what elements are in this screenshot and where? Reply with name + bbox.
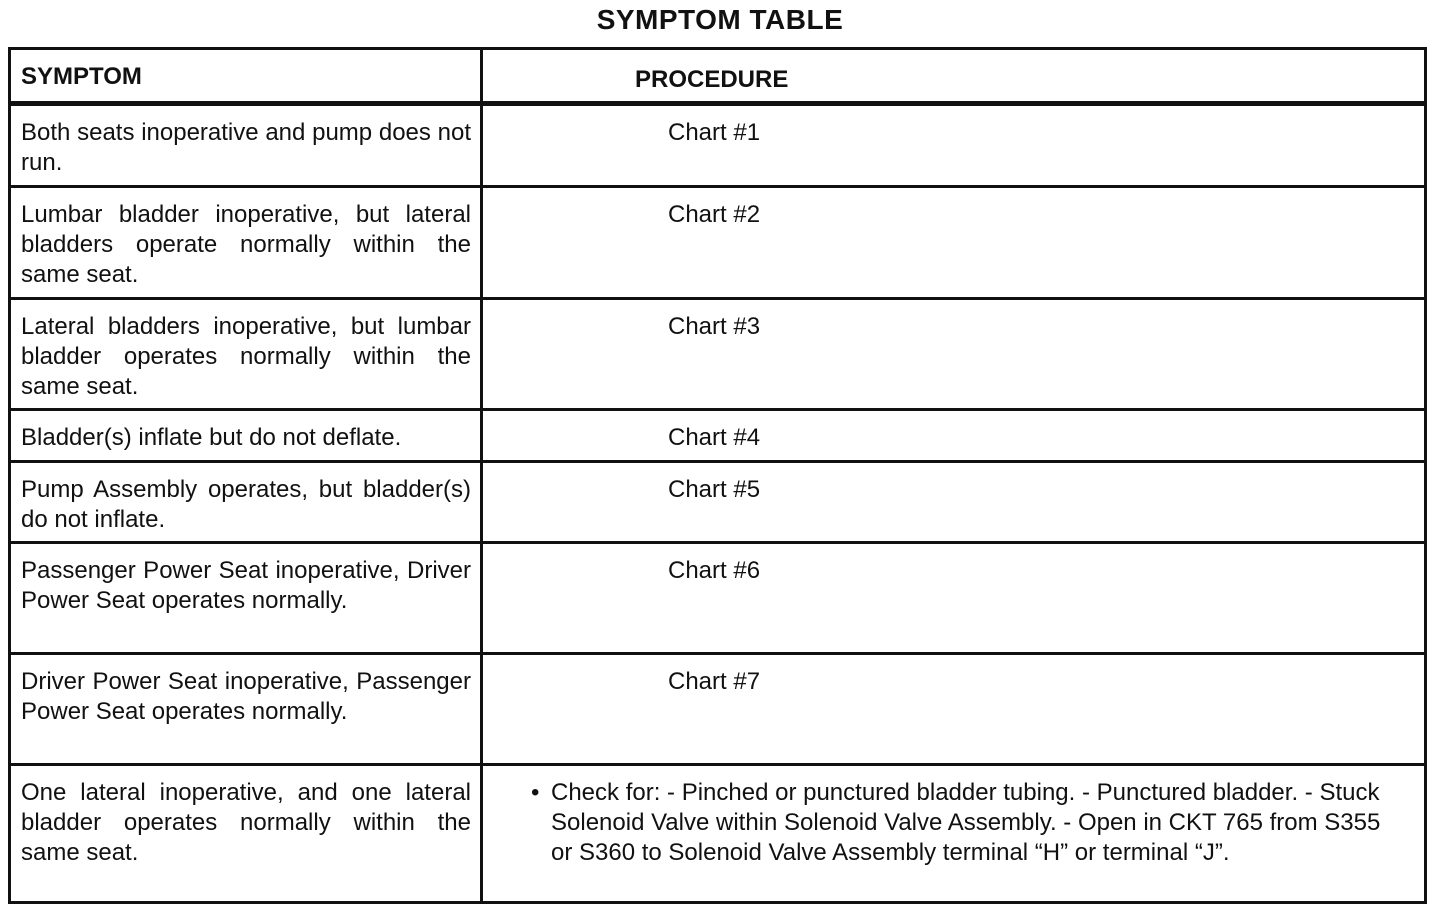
procedure-cell bbox=[483, 463, 1424, 541]
symptom-cell: Both seats inoperative and pump does not run. bbox=[11, 106, 483, 185]
table-row bbox=[11, 300, 1424, 411]
symptom-cell: Driver Power Seat inoperative, Passenger Power Seat operates normally. bbox=[11, 655, 483, 763]
table-row bbox=[11, 766, 1424, 901]
procedure-text: Check for: - Pinched or punctured bladder tubing. - Punctured bladder. - Stuck Solenoid Valve within Solenoid Valve Assembly. - Open in CKT 765 from S355 or S360 to Solenoid Valve Assembly terminal “H” or terminal “J”. bbox=[551, 779, 1381, 866]
header-symptom: SYMPTOM bbox=[11, 50, 483, 101]
chart-reference: Chart #3 bbox=[668, 313, 761, 340]
procedure-cell bbox=[483, 544, 1424, 652]
table-row bbox=[11, 188, 1424, 300]
procedure-cell bbox=[483, 411, 1424, 460]
table-row bbox=[11, 463, 1424, 544]
procedure-cell bbox=[483, 300, 1424, 408]
procedure-cell bbox=[483, 766, 1424, 901]
chart-reference: Chart #4 bbox=[668, 424, 761, 451]
procedure-bullet-item bbox=[531, 778, 1384, 868]
page-title: SYMPTOM TABLE bbox=[596, 4, 844, 35]
symptom-cell: Lumbar bladder inoperative, but lateral bladders operate normally within the same seat. bbox=[11, 188, 483, 297]
procedure-cell bbox=[483, 188, 1424, 297]
table-header-row bbox=[11, 50, 1424, 106]
table-row bbox=[11, 411, 1424, 463]
chart-reference: Chart #2 bbox=[668, 201, 761, 228]
procedure-cell bbox=[483, 655, 1424, 763]
symptom-cell: Bladder(s) inflate but do not deflate. bbox=[11, 411, 483, 460]
bullet-icon: • bbox=[531, 779, 540, 806]
chart-reference: Chart #6 bbox=[668, 557, 761, 584]
symptom-cell: One lateral inoperative, and one lateral bladder operates normally within the same seat. bbox=[11, 766, 483, 901]
chart-reference: Chart #1 bbox=[668, 119, 761, 146]
chart-reference: Chart #7 bbox=[668, 668, 761, 695]
symptom-table bbox=[8, 47, 1427, 904]
symptom-cell: Passenger Power Seat inoperative, Driver Power Seat operates normally. bbox=[11, 544, 483, 652]
table-row bbox=[11, 655, 1424, 766]
procedure-cell bbox=[483, 106, 1424, 185]
table-row bbox=[11, 106, 1424, 188]
table-row bbox=[11, 544, 1424, 655]
header-procedure: PROCEDURE bbox=[635, 66, 789, 93]
chart-reference: Chart #5 bbox=[668, 476, 761, 503]
symptom-cell: Pump Assembly operates, but bladder(s) do not inflate. bbox=[11, 463, 483, 541]
symptom-cell: Lateral bladders inoperative, but lumbar bladder operates normally within the same seat. bbox=[11, 300, 483, 408]
